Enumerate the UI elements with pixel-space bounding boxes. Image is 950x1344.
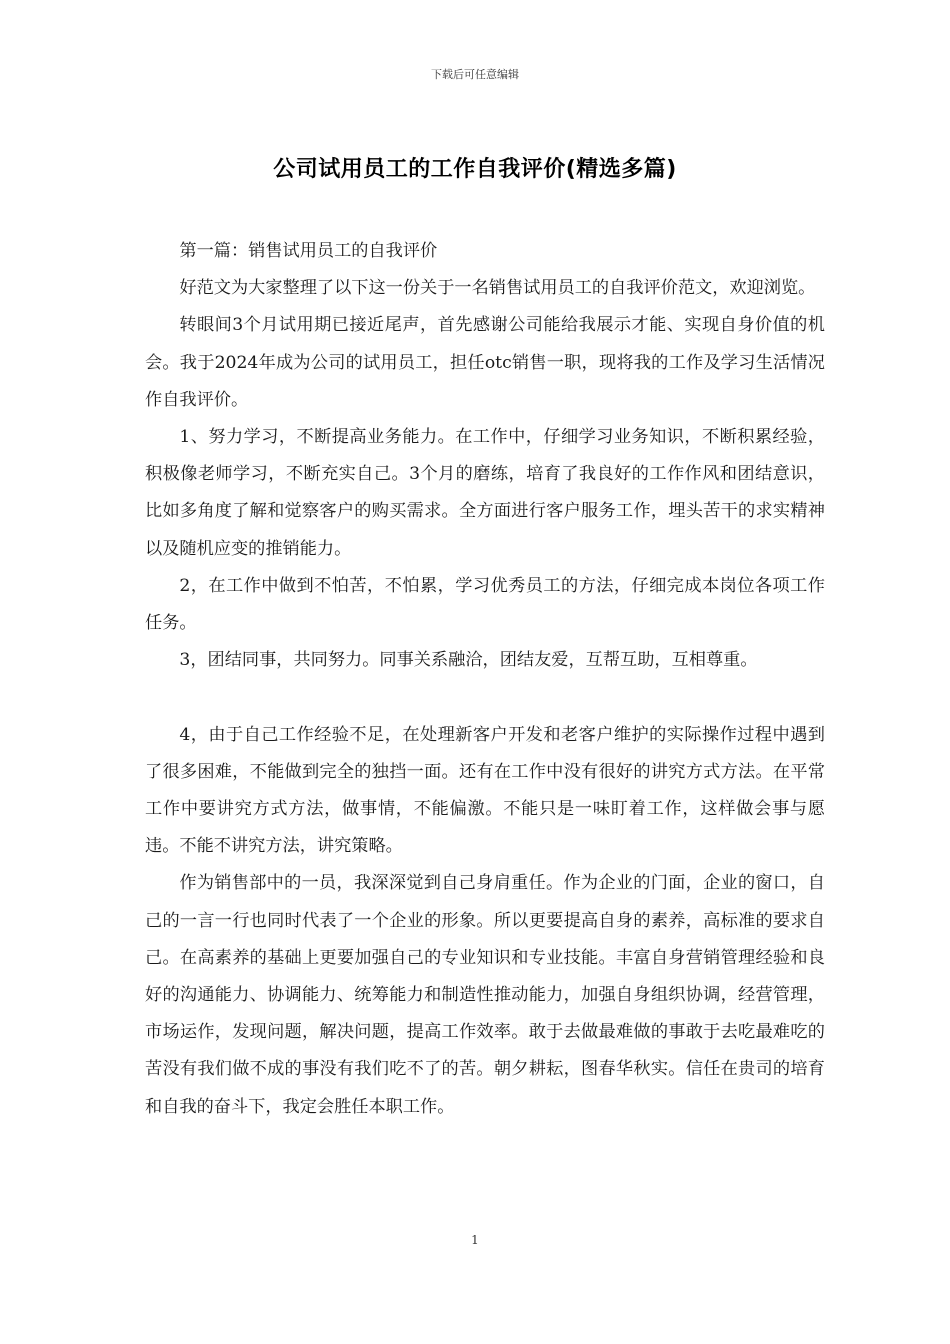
paragraph: 1、努力学习，不断提高业务能力。在工作中，仔细学习业务知识，不断积累经验，积极像老师学习，不断充实自己。3个月的磨练，培育了我良好的工作作风和团结意识，比如多角度了解和觉察客户的购买需求。全方面进行客户服务工作，埋头苦干的求实精神以及随机应变的推销能力。 xyxy=(145,427,825,559)
paragraph: 2，在工作中做到不怕苦，不怕累，学习优秀员工的方法，仔细完成本岗位各项工作任务。 xyxy=(145,575,825,634)
paragraph: 3，团结同事，共同努力。同事关系融洽，团结友爱，互帮互助，互相尊重。 xyxy=(179,650,758,671)
header-note: 下载后可任意编辑 xyxy=(431,68,519,81)
document-title: 公司试用员工的工作自我评价(精选多篇) xyxy=(273,157,677,182)
document-body xyxy=(145,233,825,1126)
paragraph: 4，由于自己工作经验不足，在处理新客户开发和老客户维护的实际操作过程中遇到了很多困难，不能做到完全的独挡一面。还有在工作中没有很好的讲究方式方法。在平常工作中要讲究方式方法，做事情，不能偏激。不能只是一味盯着工作，这样做会事与愿违。不能不讲究方法，讲究策略。 xyxy=(145,724,825,857)
paragraph: 好范文为大家整理了以下这一份关于一名销售试用员工的自我评价范文，欢迎浏览。 xyxy=(179,278,816,299)
page-number: 1 xyxy=(471,1233,479,1247)
paragraph: 转眼间3个月试用期已接近尾声，首先感谢公司能给我展示才能、实现自身价值的机会。我于2024年成为公司的试用员工，担任otc销售一职，现将我的工作及学习生活情况作自我评价。 xyxy=(145,315,825,410)
section-heading: 第一篇：销售试用员工的自我评价 xyxy=(179,241,438,261)
paragraph: 作为销售部中的一员，我深深觉到自己身肩重任。作为企业的门面，企业的窗口，自己的一言一行也同时代表了一个企业的形象。所以更要提高自身的素养，高标准的要求自己。在高素养的基础上更要加强自己的专业知识和专业技能。丰富自身营销管理经验和良好的沟通能力、协调能力、统筹能力和制造性推动能力，加强自身组织协调，经营管理，市场运作，发现问题，解决问题，提高工作效率。敢于去做最难做的事敢于去吃最难吃的苦没有我们做不成的事没有我们吃不了的苦。朝夕耕耘，图春华秋实。信任在贵司的培育和自我的奋斗下，我定会胜任本职工作。 xyxy=(145,873,825,1117)
blank-line xyxy=(145,679,825,716)
